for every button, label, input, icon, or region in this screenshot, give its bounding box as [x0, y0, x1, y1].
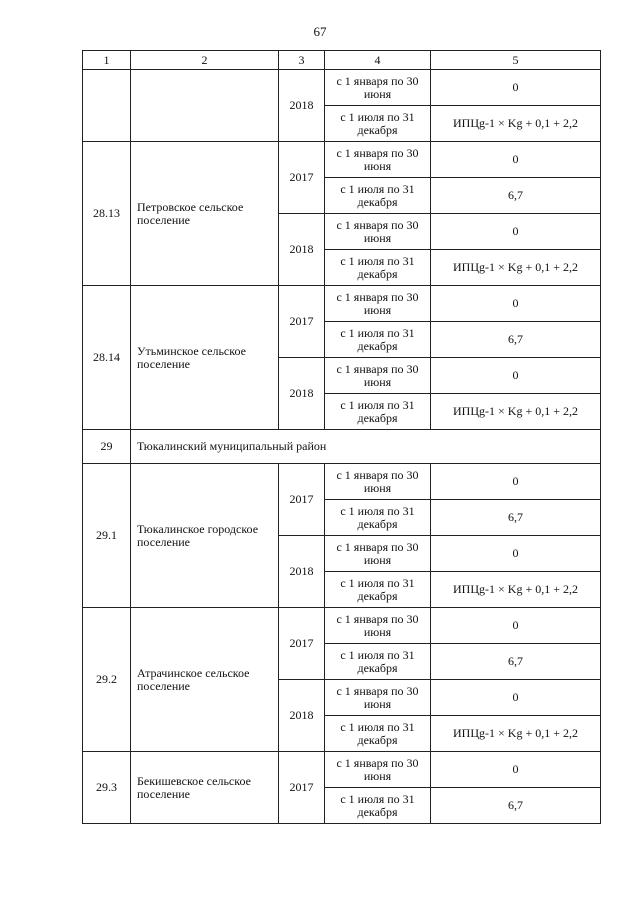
settlement-name: Бекишевское сельское поселение [131, 752, 279, 824]
value-cell: ИПЦg-1 × Kg + 0,1 + 2,2 [431, 394, 601, 430]
period-cell: с 1 июля по 31 декабря [325, 500, 431, 536]
value-cell: 0 [431, 608, 601, 644]
period-cell: с 1 января по 30 июня [325, 680, 431, 716]
period-cell: с 1 июля по 31 декабря [325, 644, 431, 680]
settlement-name: Утьминское сельское поселение [131, 286, 279, 430]
header-col-4: 4 [325, 51, 431, 70]
settlement-number: 29.3 [83, 752, 131, 824]
period-cell: с 1 января по 30 июня [325, 536, 431, 572]
period-cell: с 1 января по 30 июня [325, 286, 431, 322]
settlement-name: Атрачинское сельское поселение [131, 608, 279, 752]
year-cell: 2017 [279, 464, 325, 536]
value-cell: ИПЦg-1 × Kg + 0,1 + 2,2 [431, 250, 601, 286]
value-cell: 0 [431, 464, 601, 500]
period-cell: с 1 июля по 31 декабря [325, 394, 431, 430]
settlement-number: 28.14 [83, 286, 131, 430]
tariff-table-body [83, 51, 601, 824]
settlement-name: Тюкалинское городское поселение [131, 464, 279, 608]
value-cell: 0 [431, 214, 601, 250]
settlement-number: 28.13 [83, 142, 131, 286]
tariff-table [82, 50, 601, 824]
year-cell: 2018 [279, 214, 325, 286]
period-cell: с 1 июля по 31 декабря [325, 788, 431, 824]
period-cell: с 1 июля по 31 декабря [325, 572, 431, 608]
table-row [83, 286, 601, 322]
year-cell: 2017 [279, 608, 325, 680]
value-cell: 0 [431, 70, 601, 106]
value-cell: 6,7 [431, 788, 601, 824]
header-col-2: 2 [131, 51, 279, 70]
period-cell: с 1 января по 30 июня [325, 464, 431, 500]
period-cell: с 1 июля по 31 декабря [325, 106, 431, 142]
header-row [83, 51, 601, 70]
settlement-name [131, 70, 279, 142]
value-cell: 0 [431, 286, 601, 322]
period-cell: с 1 января по 30 июня [325, 142, 431, 178]
year-cell: 2017 [279, 752, 325, 824]
value-cell: 0 [431, 752, 601, 788]
settlement-number: 29.1 [83, 464, 131, 608]
value-cell: ИПЦg-1 × Kg + 0,1 + 2,2 [431, 106, 601, 142]
period-cell: с 1 января по 30 июня [325, 752, 431, 788]
value-cell: ИПЦg-1 × Kg + 0,1 + 2,2 [431, 716, 601, 752]
value-cell: 0 [431, 680, 601, 716]
year-cell: 2017 [279, 142, 325, 214]
period-cell: с 1 июля по 31 декабря [325, 322, 431, 358]
period-cell: с 1 июля по 31 декабря [325, 178, 431, 214]
page-number: 67 [313, 24, 327, 39]
value-cell: 0 [431, 142, 601, 178]
table-row [83, 464, 601, 500]
value-cell: 6,7 [431, 644, 601, 680]
region-row [83, 430, 601, 464]
period-cell: с 1 июля по 31 декабря [325, 250, 431, 286]
year-cell: 2018 [279, 70, 325, 142]
table-row [83, 752, 601, 788]
table-row [83, 70, 601, 106]
settlement-name: Петровское сельское поселение [131, 142, 279, 286]
header-col-5: 5 [431, 51, 601, 70]
period-cell: с 1 января по 30 июня [325, 214, 431, 250]
table-row [83, 608, 601, 644]
period-cell: с 1 января по 30 июня [325, 70, 431, 106]
period-cell: с 1 января по 30 июня [325, 358, 431, 394]
header-col-1: 1 [83, 51, 131, 70]
value-cell: 6,7 [431, 500, 601, 536]
period-cell: с 1 января по 30 июня [325, 608, 431, 644]
value-cell: 0 [431, 536, 601, 572]
value-cell: ИПЦg-1 × Kg + 0,1 + 2,2 [431, 572, 601, 608]
region-number: 29 [83, 430, 131, 464]
year-cell: 2018 [279, 358, 325, 430]
header-col-3: 3 [279, 51, 325, 70]
table-row [83, 142, 601, 178]
value-cell: 6,7 [431, 178, 601, 214]
period-cell: с 1 июля по 31 декабря [325, 716, 431, 752]
year-cell: 2018 [279, 680, 325, 752]
year-cell: 2017 [279, 286, 325, 358]
year-cell: 2018 [279, 536, 325, 608]
value-cell: 6,7 [431, 322, 601, 358]
settlement-number: 29.2 [83, 608, 131, 752]
region-name: Тюкалинский муниципальный район [131, 430, 601, 464]
settlement-number [83, 70, 131, 142]
value-cell: 0 [431, 358, 601, 394]
